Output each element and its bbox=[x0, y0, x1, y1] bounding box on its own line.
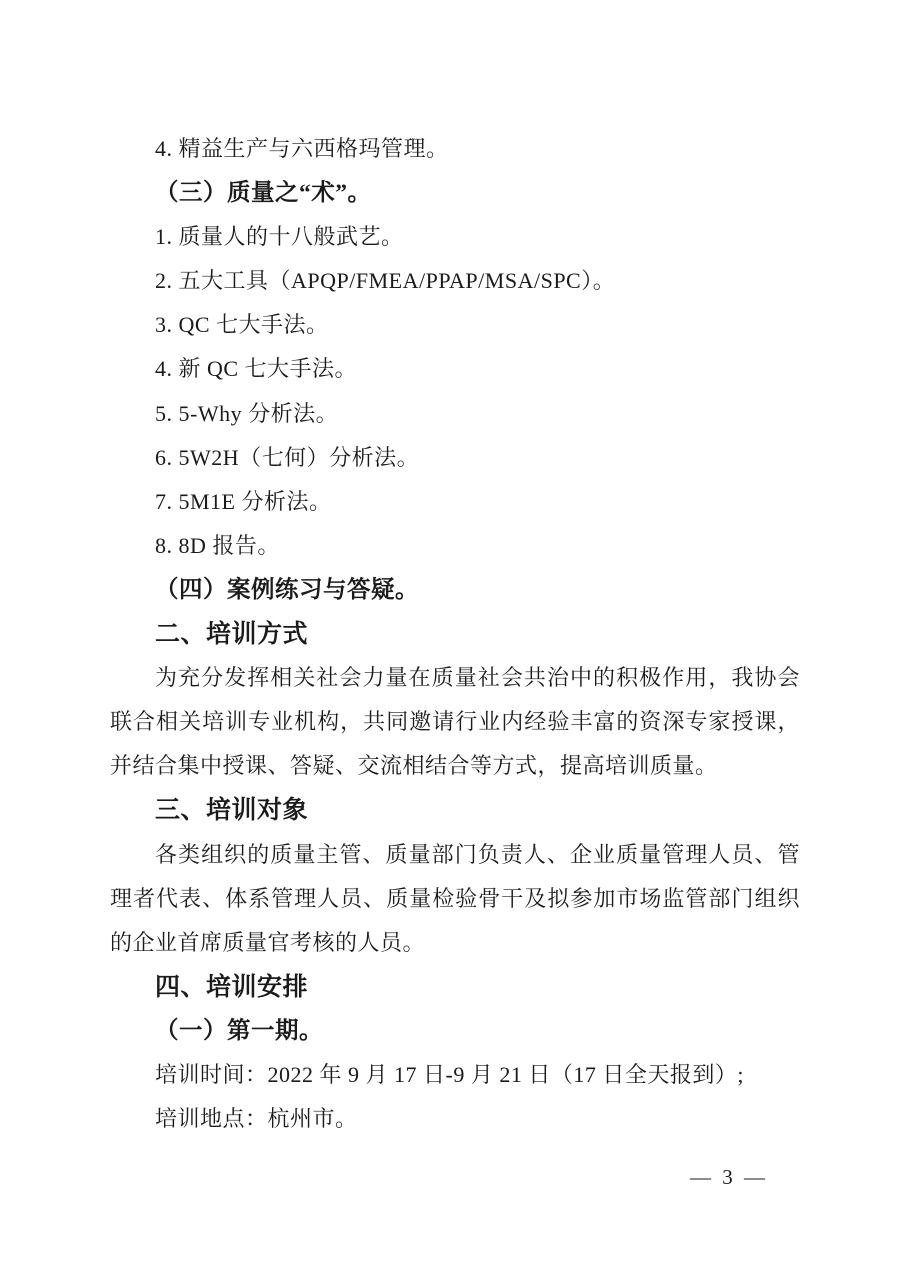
list-item: 培训地点：杭州市。 bbox=[155, 1106, 358, 1132]
sub-heading: （一）第一期。 bbox=[155, 1017, 323, 1044]
list-item: 6. 5W2H（七何）分析法。 bbox=[155, 444, 420, 470]
paragraph-line: 联合相关培训专业机构，共同邀请行业内经验丰富的资深专家授课， bbox=[110, 709, 800, 735]
list-item: 3. QC 七大手法。 bbox=[155, 312, 329, 338]
paragraph-line: 并结合集中授课、答疑、交流相结合等方式，提高培训质量。 bbox=[110, 753, 718, 779]
list-item: 8. 8D 报告。 bbox=[155, 532, 280, 558]
list-item: 4. 新 QC 七大手法。 bbox=[155, 356, 358, 382]
paragraph-line: 的企业首席质量官考核的人员。 bbox=[110, 929, 426, 955]
paragraph-line: 为充分发挥相关社会力量在质量社会共治中的积极作用，我协会 bbox=[155, 665, 800, 691]
list-item: 4. 精益生产与六西格玛管理。 bbox=[155, 136, 449, 161]
sub-heading: （三）质量之“术”。 bbox=[155, 180, 372, 207]
list-item: 7. 5M1E 分析法。 bbox=[155, 488, 332, 514]
page-number: — 3 — bbox=[690, 1165, 768, 1189]
paragraph-line: 理者代表、体系管理人员、质量检验骨干及拟参加市场监管部门组织 bbox=[110, 885, 800, 911]
paragraph-line: 各类组织的质量主管、质量部门负责人、企业质量管理人员、管 bbox=[155, 841, 800, 867]
list-item: 5. 5-Why 分析法。 bbox=[155, 400, 339, 426]
list-item: 培训时间：2022 年 9 月 17 日-9 月 21 日（17 日全天报到）; bbox=[155, 1061, 744, 1087]
sub-heading: （四）案例练习与答疑。 bbox=[155, 576, 419, 603]
document-content bbox=[110, 127, 800, 1141]
section-heading: 三、培训对象 bbox=[155, 796, 309, 825]
section-heading: 二、培训方式 bbox=[155, 620, 309, 649]
list-item: 1. 质量人的十八般武艺。 bbox=[155, 224, 404, 250]
section-heading: 四、培训安排 bbox=[155, 972, 309, 1001]
list-item: 2. 五大工具（APQP/FMEA/PPAP/MSA/SPC）。 bbox=[155, 268, 616, 294]
